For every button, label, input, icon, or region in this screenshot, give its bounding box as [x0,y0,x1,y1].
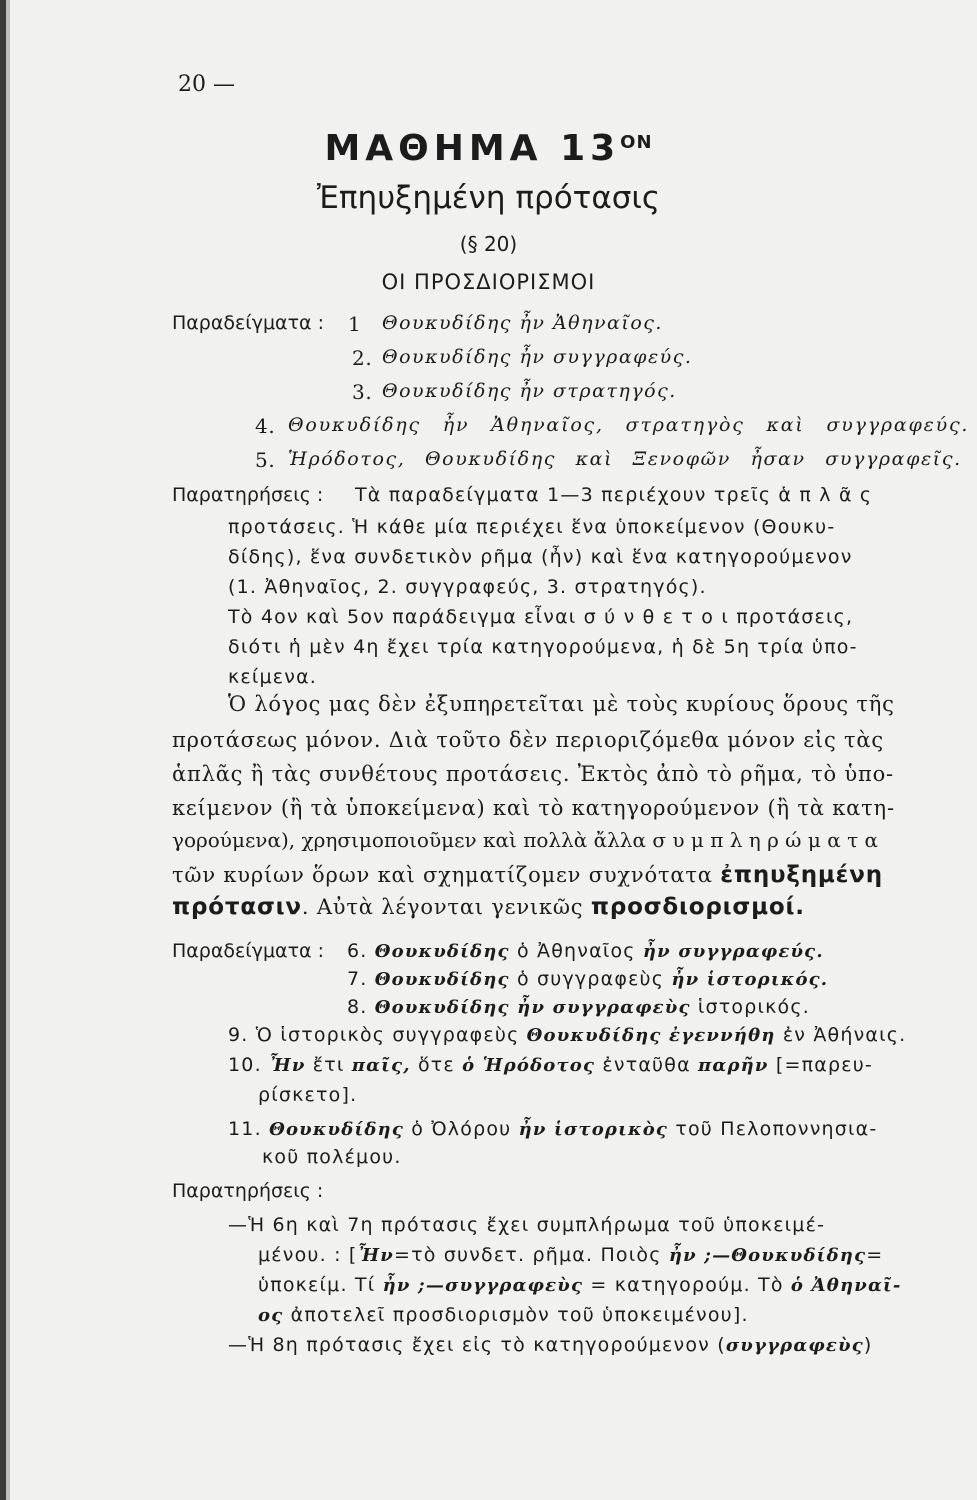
section-heading: ΟΙ ΠΡΟΣΔΙΟΡΙΣΜΟΙ [381,270,596,294]
paragraph-line: κείμενον (ἢ τὰ ὑποκείμενα) καὶ τὸ κατηγορούμενον (ἢ τὰ κατη- [172,796,895,820]
bold-term: πρότασιν [172,894,302,920]
example-text: ὁ Ἀθηναῖος [509,940,643,962]
example-text: Ἡρόδοτος, Θουκυδίδης καὶ Ξενοφῶν ἦσαν συγγραφεῖς. [288,448,962,470]
example-bold-italic: Θουκυδίδης [374,941,510,962]
observation-line [258,1244,883,1266]
observation-text: = [866,1244,884,1266]
example-text: ὁ Ὀλόρου [404,1118,519,1140]
observation-text: ἀποτελεῖ προσδιορισμὸν τοῦ ὑποκειμένου]. [283,1304,749,1326]
example-number: 5. [255,448,276,472]
observation-bold-italic: ος [258,1305,284,1326]
paragraph-line [172,894,805,920]
paragraph-line: γορούμενα), χρησιμοποιοῦμεν καὶ πολλὰ ἄλλα σ υ μ π λ η ρ ώ μ α τ α [172,828,878,852]
observation-bold-italic: ὁ Ἀθηναῖ- [790,1275,902,1296]
paragraph-text: τῶν κυρίων ὅρων καὶ σχηματίζομεν συχνότατα [172,863,713,887]
example-text: ἱστορικός. [690,996,810,1018]
paragraph-line: Ὁ λόγος μας δὲν ἐξυπηρετεῖται μὲ τοὺς κυρίους ὅρους τῆς [228,692,895,716]
page-number: 20 — [178,72,235,97]
example-number: 10. [228,1054,262,1076]
observation-text: ὑποκείμ. Τί [258,1274,383,1296]
observation-text: = κατηγορούμ. Τὸ [583,1274,791,1296]
observation-line: Τὰ παραδείγματα 1—3 περιέχουν τρεῖς ἁ π λ ᾶ ς [355,484,873,506]
example-text: ἔτι [305,1054,352,1076]
examples-label: Παραδείγματα : [172,940,324,962]
observation-bold-italic: Ἦν [357,1245,394,1266]
example-text: Θουκυδίδης ἦν συγγραφεύς. [382,346,693,368]
example-number: 6. [347,940,368,962]
observation-line [228,1334,872,1356]
example-6 [347,940,824,962]
example-10-cont: ρίσκετο]. [258,1084,358,1106]
example-bold-italic: ἦν ἱστορικὸς [518,1119,669,1140]
example-number: 7. [347,968,368,990]
observation-line: προτάσεις. Ἡ κάθε μία περιέχει ἕνα ὑποκείμενον (Θουκυ- [228,516,836,538]
example-bold-italic: ὁ Ἡρόδοτος [462,1055,596,1076]
lesson-title-sup: ΟΝ [620,132,653,153]
example-number: 1 [348,312,362,336]
example-text: Θουκυδίδης ἦν Ἀθηναῖος, στρατηγὸς καὶ συγγραφεύς. [288,414,970,436]
observation-line: —Ἡ 6η καὶ 7η πρότασις ἔχει συμπλήρωμα τοῦ ὑποκειμέ- [228,1214,826,1236]
example-text: ἐν Ἀθήναις. [775,1024,907,1046]
lesson-title-text: ΜΑΘΗΜΑ 13 [324,128,621,169]
observation-bold-italic: ἦν ;—Θουκυδίδης [668,1245,867,1266]
example-text: [=παρευ- [768,1054,873,1076]
example-text: Θουκυδίδης ἦν Ἀθηναῖος. [382,312,663,334]
examples-label: Παραδείγματα : [172,312,324,334]
example-text: ὁ συγγραφεὺς [509,968,672,990]
example-bold-italic: παῖς, [351,1055,411,1076]
paragraph-line [172,862,883,888]
example-bold-italic: Θουκυδίδης ἦν συγγραφεὺς [374,997,691,1018]
example-10 [228,1054,873,1076]
example-7 [347,968,828,990]
example-11-cont: κοῦ πολέμου. [262,1146,402,1168]
example-bold-italic: παρῆν [698,1055,769,1076]
observation-text: =τὸ συνδετ. ρῆμα. Ποιὸς [393,1244,669,1266]
example-number: 4. [255,414,276,438]
paragraph-line: ἁπλᾶς ἢ τὰς συνθέτους προτάσεις. Ἐκτὸς ἀπὸ τὸ ρῆμα, τὸ ὑπο- [172,762,894,786]
observation-line: διότι ἡ μὲν 4η ἔχει τρία κατηγορούμενα, ἡ δὲ 5η τρία ὑπο- [228,636,858,658]
observation-line: δίδης), ἕνα συνδετικὸν ρῆμα (ἦν) καὶ ἕνα κατηγορούμενον [228,546,853,568]
example-text: Θουκυδίδης ἦν στρατηγός. [382,380,677,402]
observation-bold-italic: ἦν ;—συγγραφεὺς [382,1275,584,1296]
example-9 [228,1024,906,1046]
example-bold-italic: Θουκυδίδης ἐγεννήθη [526,1025,776,1046]
example-bold-italic: ἦν ἱστορικός. [671,969,829,990]
example-number: 9. [228,1024,249,1046]
observation-bold-italic: συγγραφεὺς [725,1335,864,1356]
section-ref: (§ 20) [459,232,518,256]
subtitle: Ἐπηυξημένη πρότασις [316,180,661,216]
example-8 [347,996,810,1018]
observation-line [258,1304,749,1326]
example-number: 8. [347,996,368,1018]
example-bold-italic: Θουκυδίδης [374,969,510,990]
example-number: 3. [352,380,373,404]
page-binding-shadow [6,0,10,1500]
lesson-title [0,128,977,169]
example-number: 11. [228,1118,262,1140]
observation-line: Τὸ 4ον καὶ 5ον παράδειγμα εἶναι σ ύ ν θ ε τ ο ι προτάσεις, [228,606,854,628]
paragraph-text: . Αὐτὰ λέγονται γενικῶς [301,895,584,919]
example-text: τοῦ Πελοποννησια- [668,1118,878,1140]
observation-text: —Ἡ 8η πρότασις ἔχει εἰς τὸ κατηγορούμενον ( [228,1334,726,1356]
observation-text: ) [863,1334,873,1356]
observation-line: κείμενα. [228,666,318,688]
observation-line [258,1274,902,1296]
example-text: Ὁ ἱστορικὸς συγγραφεὺς [255,1024,527,1046]
bold-term: προσδιορισμοί. [590,894,805,920]
observations-label: Παρατηρήσεις : [172,1180,324,1202]
bold-term: ἐπηυξημένη [720,862,883,888]
paragraph-line: προτάσεως μόνον. Διὰ τοῦτο δὲν περιοριζόμεθα μόνον εἰς τὰς [172,728,884,752]
example-text: ὅτε [410,1054,463,1076]
example-bold-italic: ἦν συγγραφεύς. [642,941,824,962]
observation-line: (1. Ἀθηναῖος, 2. συγγραφεύς, 3. στρατηγός). [228,576,707,598]
observation-text: μένου. : [ [258,1244,358,1266]
example-bold-italic: Ἦν [269,1055,306,1076]
example-11 [228,1118,877,1140]
example-bold-italic: Θουκυδίδης [269,1119,405,1140]
observations-label: Παρατηρήσεις : [172,484,324,506]
example-text: ἐνταῦθα [595,1054,699,1076]
example-number: 2. [352,346,373,370]
